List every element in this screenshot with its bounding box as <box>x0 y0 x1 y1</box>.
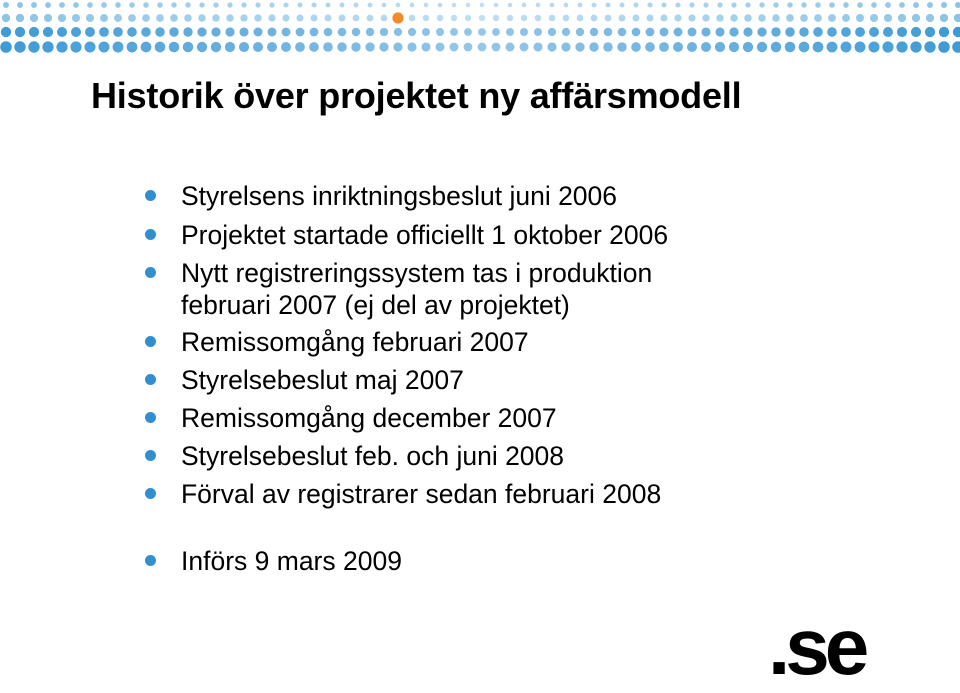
bullet-text: Förval av registrarer sedan februari 2008 <box>181 479 662 509</box>
band-dot <box>199 2 204 7</box>
band-dot <box>645 42 655 52</box>
bullet-text: Remissomgång februari 2007 <box>181 327 529 357</box>
band-dot <box>267 42 277 52</box>
band-dot <box>282 14 289 21</box>
round-bullet-icon <box>145 267 156 278</box>
band-dot <box>829 2 835 8</box>
band-dot <box>592 3 597 8</box>
band-dot <box>478 43 487 52</box>
band-dot <box>883 27 893 37</box>
band-dot <box>730 14 737 21</box>
band-dot <box>480 3 485 8</box>
band-dot <box>898 14 906 22</box>
band-dot <box>646 14 653 21</box>
dot-pattern-band-icon <box>0 0 960 56</box>
band-dot <box>86 14 94 22</box>
band-dot <box>296 28 305 37</box>
band-dot <box>381 15 388 22</box>
bullet-text-continuation: februari 2007 (ej del av projektet) <box>181 290 570 320</box>
band-dot <box>438 3 443 8</box>
band-dot <box>647 2 652 7</box>
band-dot <box>813 42 824 53</box>
band-dot <box>155 42 166 53</box>
bullet-text: Styrelsebeslut feb. och juni 2008 <box>181 441 565 471</box>
band-dot <box>506 43 515 52</box>
band-dot <box>550 3 555 8</box>
band-dot <box>28 41 39 52</box>
band-dot <box>927 2 933 8</box>
band-dot <box>421 42 430 51</box>
band-dot <box>410 3 415 8</box>
band-dot <box>731 2 736 7</box>
band-dot <box>799 27 809 37</box>
band-dot <box>757 27 766 36</box>
band-dot <box>885 2 891 8</box>
band-dot <box>743 42 753 52</box>
band-dot <box>42 41 53 52</box>
band-dot <box>494 3 499 8</box>
band-dot <box>450 28 458 36</box>
band-dot <box>297 2 302 7</box>
band-dot <box>813 27 823 37</box>
band-dot <box>533 42 542 51</box>
band-dot <box>801 2 807 8</box>
band-dot <box>701 42 711 52</box>
band-dot <box>31 2 37 8</box>
band-dot <box>744 14 751 21</box>
bullet-text: Nytt registreringssystem tas i produktion <box>181 258 653 288</box>
band-dot <box>72 14 80 22</box>
band-dot <box>576 28 584 36</box>
band-dot <box>141 27 151 37</box>
band-dot <box>17 2 23 8</box>
bullet-text: Styrelsebeslut maj 2007 <box>181 365 464 395</box>
band-dot <box>815 2 821 8</box>
band-dot <box>407 42 416 51</box>
band-dot <box>450 43 459 52</box>
bullet-text: Projektet startade officiellt 1 oktober 2006 <box>181 220 669 250</box>
band-dot <box>896 41 907 52</box>
band-dot <box>99 27 109 37</box>
band-dot <box>59 2 65 8</box>
band-dot <box>197 42 207 52</box>
band-dot <box>351 42 360 51</box>
band-dot <box>296 14 303 21</box>
band-dot <box>87 2 93 8</box>
band-dot <box>127 42 138 53</box>
band-dot <box>605 15 612 22</box>
band-dot <box>938 41 950 53</box>
band-dot <box>507 15 513 21</box>
band-dot <box>952 41 960 53</box>
band-dot <box>211 27 220 36</box>
band-dot <box>827 27 837 37</box>
band-dot <box>225 42 235 52</box>
band-dot <box>673 42 683 52</box>
band-dot <box>367 15 374 22</box>
band-dot <box>325 15 332 22</box>
band-dot <box>578 3 583 8</box>
band-dot <box>157 2 163 8</box>
band-dot <box>953 27 960 37</box>
band-dot <box>436 43 445 52</box>
band-dot <box>452 3 457 8</box>
band-dot <box>169 42 180 53</box>
band-dot <box>771 42 781 52</box>
band-dot <box>255 2 260 7</box>
band-dot <box>1 27 11 37</box>
band-dot <box>70 41 81 52</box>
band-dot <box>43 27 53 37</box>
band-dot <box>882 41 893 52</box>
bullet-text: Styrelsens inriktningsbeslut juni 2006 <box>181 181 618 211</box>
band-dot <box>716 14 723 21</box>
band-dot <box>127 27 137 37</box>
band-dot <box>606 3 611 8</box>
band-dot <box>338 28 347 37</box>
slide-title: Historik över projektet ny affärsmodell <box>91 75 742 116</box>
band-dot <box>2 14 10 22</box>
band-dot <box>717 2 722 7</box>
se-logo: .se <box>768 602 865 691</box>
band-dot <box>757 42 767 52</box>
band-dot <box>619 15 626 22</box>
band-dot <box>955 2 960 8</box>
band-dot <box>591 15 598 22</box>
band-dot <box>855 42 866 53</box>
band-dot <box>535 15 542 22</box>
band-dot <box>171 2 176 7</box>
band-dot <box>771 27 780 36</box>
band-dot <box>409 15 416 22</box>
band-dot <box>310 14 317 21</box>
band-dot <box>910 41 921 52</box>
band-dot <box>269 2 274 7</box>
band-dot <box>437 15 443 21</box>
band-dot <box>521 15 528 22</box>
band-dot <box>492 43 501 52</box>
band-dot <box>254 28 263 37</box>
band-dot <box>45 2 51 8</box>
band-dot <box>424 3 429 8</box>
band-dot <box>800 14 808 22</box>
band-dot <box>871 2 877 8</box>
band-dot <box>520 43 529 52</box>
band-dot <box>337 42 347 52</box>
band-dot <box>408 28 416 36</box>
band-dot <box>225 27 234 36</box>
band-dot <box>674 14 681 21</box>
band-dot <box>925 27 935 37</box>
band-dot <box>184 14 192 22</box>
band-dot <box>466 3 471 8</box>
band-dot <box>478 28 486 36</box>
band-dot <box>842 14 850 22</box>
band-dot <box>57 27 67 37</box>
band-dot <box>113 27 123 37</box>
band-dot <box>687 42 697 52</box>
band-dot <box>689 2 694 7</box>
band-dot <box>58 14 66 22</box>
band-dot <box>114 14 122 22</box>
band-dot <box>884 14 892 22</box>
band-dot <box>589 42 598 51</box>
band-dot <box>493 15 499 21</box>
band-dot <box>368 3 373 8</box>
bullet-text: Införs 9 mars 2009 <box>181 546 402 576</box>
band-dot <box>926 14 934 22</box>
band-dot <box>897 27 907 37</box>
band-dot <box>661 2 666 7</box>
band-dot <box>924 41 935 52</box>
band-dot <box>143 2 149 8</box>
band-dot <box>268 28 277 37</box>
band-dot <box>213 2 218 7</box>
band-dot <box>520 28 528 36</box>
band-dot <box>729 27 738 36</box>
band-dot <box>787 2 792 7</box>
band-dot <box>436 28 444 36</box>
band-dot <box>253 42 263 52</box>
band-dot <box>549 15 556 22</box>
band-dot <box>659 42 669 52</box>
band-dot <box>562 28 570 36</box>
band-dot <box>785 42 796 53</box>
round-bullet-icon <box>145 488 156 499</box>
band-dot <box>211 42 221 52</box>
band-dot <box>353 15 360 22</box>
band-dot <box>492 28 500 36</box>
band-dot <box>85 27 95 37</box>
band-dot <box>939 27 949 37</box>
band-dot <box>14 41 25 52</box>
band-dot <box>84 41 95 52</box>
band-dot <box>451 15 457 21</box>
band-dot <box>479 15 485 21</box>
band-dot <box>73 2 79 8</box>
band-dot <box>715 27 724 36</box>
band-dot <box>240 14 247 21</box>
band-dot <box>577 15 584 22</box>
band-dot <box>522 3 527 8</box>
band-dot <box>29 27 39 37</box>
band-dot <box>911 27 921 37</box>
band-dot <box>339 15 346 22</box>
band-dot <box>841 27 851 37</box>
band-dot <box>30 14 38 22</box>
band-dot <box>548 28 556 36</box>
band-dot <box>3 2 9 8</box>
band-dot <box>618 28 627 37</box>
band-dot <box>508 3 513 8</box>
band-dot <box>703 2 708 7</box>
band-dot <box>688 14 695 21</box>
band-dot <box>309 42 319 52</box>
band-dot <box>675 2 680 7</box>
band-dot <box>323 42 333 52</box>
band-dot <box>326 3 331 8</box>
band-dot <box>340 3 345 8</box>
band-dot <box>841 42 852 53</box>
band-dot <box>660 28 669 37</box>
round-bullet-icon <box>145 555 156 566</box>
band-dot <box>617 42 627 52</box>
band-dot <box>156 14 164 22</box>
band-dot <box>396 3 401 8</box>
round-bullet-icon <box>145 450 156 461</box>
band-dot <box>786 14 794 22</box>
band-dot <box>44 14 52 22</box>
band-dot <box>857 2 863 8</box>
band-dot <box>380 28 388 36</box>
band-dot <box>197 27 206 36</box>
band-dot <box>268 14 275 21</box>
band-dot <box>561 42 570 51</box>
band-dot <box>743 27 752 36</box>
band-dot <box>899 2 905 8</box>
band-dot <box>155 27 165 37</box>
band-dot <box>785 27 794 36</box>
band-dot <box>631 42 641 52</box>
band-dot <box>843 2 849 8</box>
band-dot <box>660 14 667 21</box>
band-dot <box>759 2 764 7</box>
band-dot <box>773 2 778 7</box>
band-dot <box>283 2 288 7</box>
band-dot <box>282 28 291 37</box>
band-dot <box>941 2 947 8</box>
band-dot <box>632 28 641 37</box>
band-dot <box>620 3 625 8</box>
band-dot <box>464 43 473 52</box>
band-dot <box>534 28 542 36</box>
band-dot <box>729 42 739 52</box>
band-dot <box>392 12 403 23</box>
round-bullet-icon <box>145 374 156 385</box>
band-dot <box>954 14 960 22</box>
band-dot <box>868 41 879 52</box>
band-dot <box>226 14 233 21</box>
band-dot <box>183 42 193 52</box>
band-dot <box>506 28 514 36</box>
band-dot <box>141 42 152 53</box>
band-dot <box>15 27 25 37</box>
band-dot <box>464 28 472 36</box>
band-dot <box>603 42 612 51</box>
band-dot <box>295 42 305 52</box>
band-dot <box>590 28 598 36</box>
band-dot <box>940 14 948 22</box>
band-dot <box>71 27 81 37</box>
band-dot <box>352 28 360 36</box>
band-dot <box>115 2 121 8</box>
band-dot <box>185 2 190 7</box>
band-dot <box>674 28 683 37</box>
band-dot <box>604 28 613 37</box>
band-dot <box>394 28 402 36</box>
band-dot <box>128 14 136 22</box>
band-dot <box>465 15 471 21</box>
band-dot <box>575 42 584 51</box>
band-dot <box>169 27 178 36</box>
band-dot <box>239 42 249 52</box>
band-dot <box>198 14 206 22</box>
band-dot <box>382 3 387 8</box>
band-dot <box>828 14 836 22</box>
band-dot <box>634 3 639 8</box>
band-dot <box>16 14 24 22</box>
band-dot <box>814 14 822 22</box>
band-dot <box>281 42 291 52</box>
band-dot <box>856 14 864 22</box>
band-dot <box>913 2 919 8</box>
band-dot <box>799 42 810 53</box>
band-dot <box>365 42 374 51</box>
band-dot <box>563 15 570 22</box>
band-dot <box>366 28 374 36</box>
band-dot <box>227 2 232 7</box>
band-dot <box>547 42 556 51</box>
band-dot <box>56 41 67 52</box>
band-dot <box>745 2 750 7</box>
band-dot <box>633 15 640 22</box>
band-dot <box>772 14 780 22</box>
band-dot <box>870 14 878 22</box>
band-dot <box>912 14 920 22</box>
band-dot <box>142 14 150 22</box>
band-dot <box>354 3 359 8</box>
bullet-text: Remissomgång december 2007 <box>181 403 557 433</box>
band-dot <box>827 42 838 53</box>
round-bullet-icon <box>145 336 156 347</box>
band-dot <box>99 42 110 53</box>
band-dot <box>324 28 333 37</box>
band-dot <box>129 2 135 8</box>
band-dot <box>423 15 430 22</box>
band-dot <box>393 42 402 51</box>
band-dot <box>379 42 388 51</box>
band-dot <box>688 28 697 37</box>
band-dot <box>100 14 108 22</box>
band-dot <box>254 14 261 21</box>
band-dot <box>170 14 178 22</box>
band-dot <box>536 3 541 8</box>
band-dot <box>855 27 865 37</box>
band-dot <box>702 14 709 21</box>
band-dot <box>869 27 879 37</box>
band-dot <box>311 2 316 7</box>
band-dot <box>0 41 12 53</box>
round-bullet-icon <box>145 190 156 201</box>
band-dot <box>101 2 107 8</box>
band-dot <box>241 2 246 7</box>
band-dot <box>715 42 725 52</box>
header-dot-pattern <box>0 0 960 56</box>
band-dot <box>113 42 124 53</box>
band-dot <box>646 28 655 37</box>
band-dot <box>701 27 710 36</box>
band-dot <box>564 3 569 8</box>
round-bullet-icon <box>145 229 156 240</box>
band-dot <box>239 27 248 36</box>
band-dot <box>758 14 766 22</box>
band-dot <box>310 28 319 37</box>
band-dot <box>422 28 430 36</box>
band-dot <box>212 14 219 21</box>
round-bullet-icon <box>145 412 156 423</box>
band-dot <box>183 27 192 36</box>
